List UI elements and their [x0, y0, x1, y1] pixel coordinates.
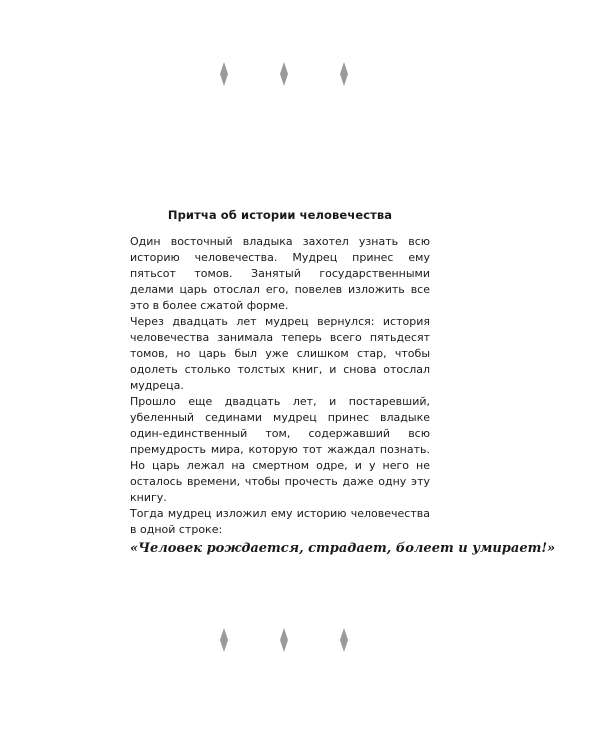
diamond-ornament-icon [220, 62, 228, 86]
diamond-ornament-icon [220, 628, 228, 652]
diamond-ornament-icon [340, 628, 348, 652]
moral-quote: «Человек рождается, страдает, болеет и умирает!» [130, 541, 556, 556]
parable-section [130, 208, 556, 558]
bottom-ornaments [0, 628, 600, 652]
page-title: Притча об истории человечества [167, 208, 393, 222]
top-ornaments [0, 62, 600, 86]
diamond-ornament-icon [280, 62, 288, 86]
paragraph: Прошло еще двадцать лет, и постаревший, убеленный сединами мудрец принес владыке один-единственный том, содержавший всю премудрость мира, которую тот жаждал познать. Но царь лежал на смертном одре, и у него не осталось времени, чтобы прочесть даже одну эту книгу. [130, 395, 430, 504]
diamond-ornament-icon [340, 62, 348, 86]
paragraph: Тогда мудрец изложил ему историю человечества в одной строке: [130, 507, 430, 536]
paragraph: Через двадцать лет мудрец вернулся: история человечества занимала теперь всего пятьдесят томов, но царь был уже слишком стар, чтобы одолеть столько толстых книг, и снова отослал мудреца. [130, 315, 430, 392]
paragraph: Один восточный владыка захотел узнать всю историю человечества. Мудрец принес ему пятьсот томов. Занятый государственными делами царь отослал его, повелев изложить все это в более сжатой форме. [130, 235, 430, 312]
diamond-ornament-icon [280, 628, 288, 652]
